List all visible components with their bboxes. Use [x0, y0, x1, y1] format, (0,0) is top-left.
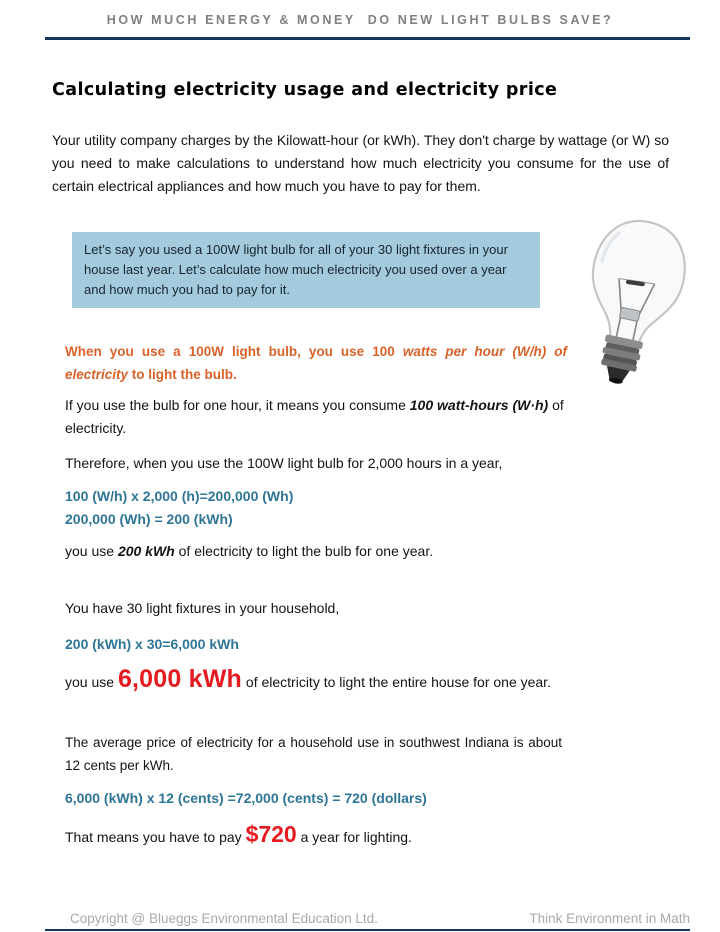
consume-emphasis: 100 watt-hours (W·h)	[409, 397, 549, 413]
result-bulb-tail: of electricity to light the bulb for one year.	[174, 543, 434, 559]
result-cost-line	[65, 818, 665, 853]
result-house-value: 6,000 kWh	[117, 665, 243, 693]
light-bulb-icon	[562, 214, 702, 394]
calc-line-1: 100 (W/h) x 2,000 (h)=200,000 (Wh)	[65, 488, 294, 504]
price-paragraph: The average price of electricity for a household use in southwest Indiana is about 12 cents per kWh.	[65, 735, 562, 773]
calculation-cost: 6,000 (kWh) x 12 (cents) =72,000 (cents) = 720 (dollars)	[65, 790, 427, 806]
page-footer	[70, 911, 690, 926]
consume-tail: of electricity.	[65, 397, 564, 436]
example-callout: Let’s say you used a 100W light bulb for all of your 30 light fixtures in your house last year. Let’s calculate how much electricity you used over a year and how much you had to pay for it.	[72, 232, 540, 308]
result-house-tail: of electricity to light the entire house for one year.	[242, 674, 551, 690]
watts-statement	[65, 340, 567, 386]
result-cost-lead: That means you have to pay	[65, 829, 246, 845]
result-house-lead: you use	[65, 674, 118, 690]
watts-statement-tail: to light the bulb.	[128, 367, 237, 382]
intro-paragraph: Your utility company charges by the Kilowatt-hour (or kWh). They don't charge by wattage (or W) so you need to make calculations to understand how much electricity you consume for the use of certain electrical appliances and how much you have to pay for them.	[52, 132, 669, 194]
fixtures-line: You have 30 light fixtures in your household,	[65, 600, 340, 616]
result-house-line	[65, 662, 665, 699]
page-title: Calculating electricity usage and electricity price	[52, 80, 558, 100]
consume-statement	[65, 394, 565, 440]
header-divider	[45, 37, 690, 40]
watts-statement-lead: When you use a 100W light bulb, you use 100	[65, 344, 403, 359]
calculation-yearly-wh	[65, 485, 293, 531]
therefore-line: Therefore, when you use the 100W light bulb for 2,000 hours in a year,	[65, 455, 503, 471]
footer-divider	[45, 929, 690, 931]
calculation-house-kwh: 200 (kWh) x 30=6,000 kWh	[65, 636, 239, 652]
result-bulb-lead: you use	[65, 543, 118, 559]
result-cost-value: $720	[245, 821, 297, 847]
page-header-title: HOW MUCH ENERGY & MONEY DO NEW LIGHT BULBS SAVE?	[106, 13, 614, 27]
consume-lead: If you use the bulb for one hour, it means you consume	[65, 397, 410, 413]
footer-copyright: Copyright @ Blueggs Environmental Education Ltd.	[70, 911, 378, 926]
result-bulb-value: 200 kWh	[117, 543, 175, 559]
result-cost-tail: a year for lighting.	[296, 829, 412, 845]
footer-slogan: Think Environment in Math	[529, 911, 690, 926]
result-bulb-line	[65, 540, 605, 563]
calc-line-2: 200,000 (Wh) = 200 (kWh)	[65, 511, 233, 527]
watts-statement-emphasis: watts per hour (W/h) of electricity	[65, 344, 567, 382]
